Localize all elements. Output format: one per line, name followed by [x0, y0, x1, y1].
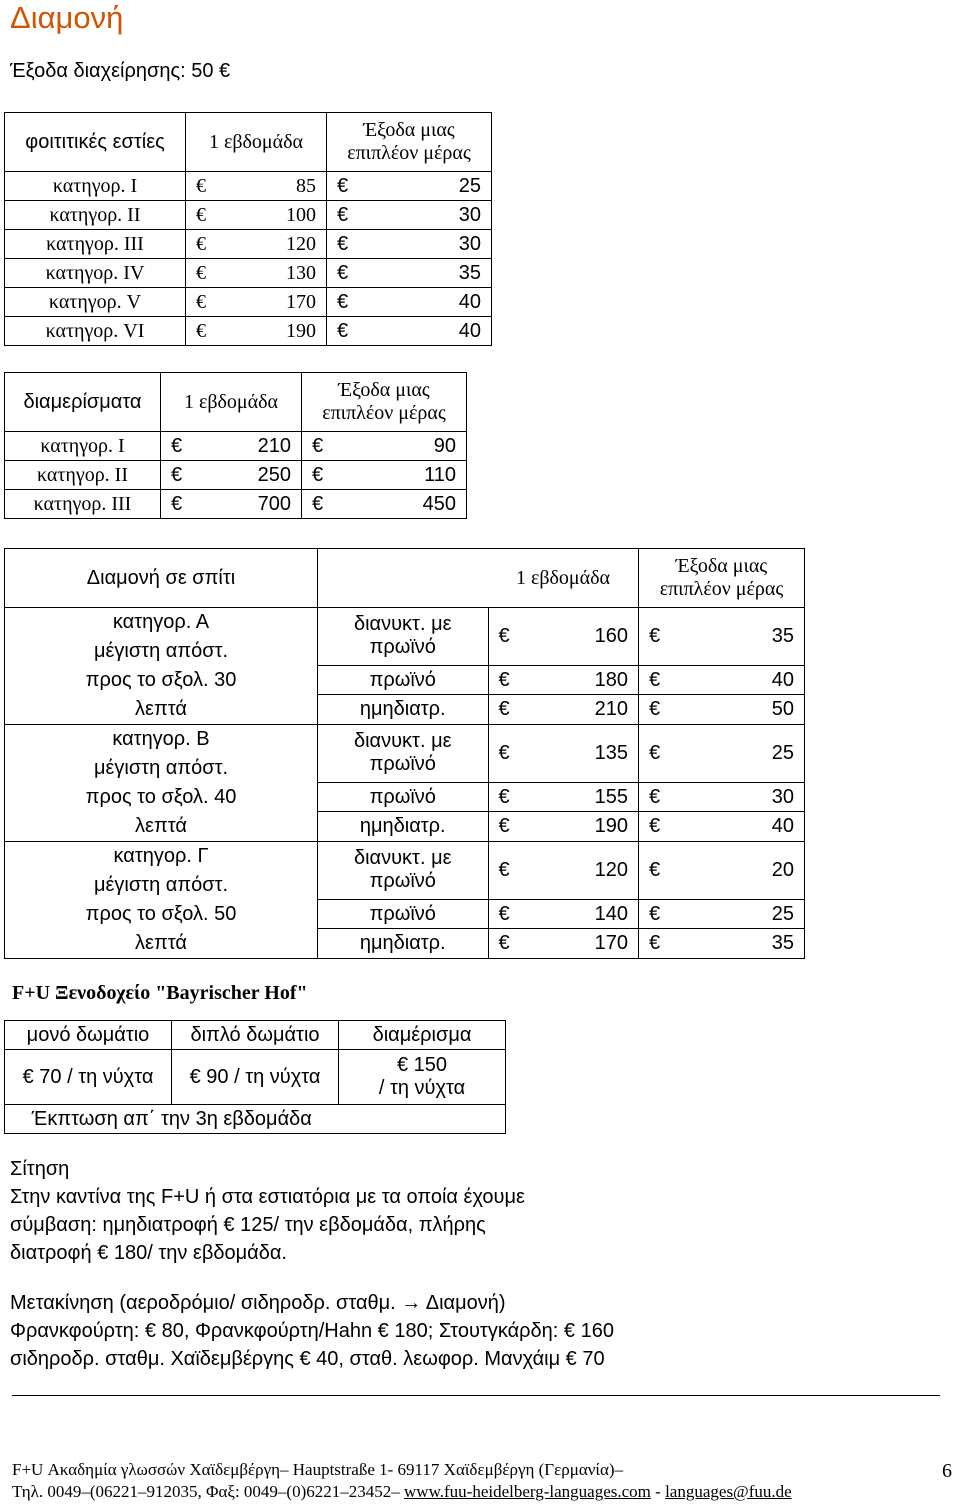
row-category: κατηγορ. Ι — [5, 432, 161, 461]
euro-sign: € — [337, 261, 349, 284]
table-row — [5, 172, 492, 201]
day-price-value: 450 — [422, 492, 456, 515]
euro-sign: € — [649, 624, 661, 647]
week-price-value: 85 — [296, 174, 316, 197]
dorms-col-extra-day — [327, 113, 492, 172]
euro-sign: € — [498, 858, 510, 881]
meal-plan — [318, 842, 489, 900]
day-price — [327, 201, 492, 230]
homestay-type-header — [318, 549, 489, 608]
euro-sign: € — [171, 463, 183, 486]
day-price — [327, 230, 492, 259]
euro-sign: € — [312, 492, 324, 515]
hotel-header-apartment: διαμέρισμα — [339, 1021, 506, 1050]
euro-sign: € — [196, 203, 206, 226]
meal-plan-line2: πρωϊνό — [369, 870, 436, 893]
meal-plan-line1: διανυκτ. με — [353, 613, 452, 636]
day-price — [327, 259, 492, 288]
apartments-col-extra-day-line2: επιπλέον μέρας — [322, 402, 446, 424]
homestay-category-line: προς το σξολ. 50 — [85, 903, 237, 925]
apartments-col-extra-day-line1: Έξοδα μιας — [338, 379, 430, 401]
footer-line-2 — [12, 1482, 792, 1502]
row-category: κατηγορ. ΙΙ — [5, 201, 186, 230]
euro-sign: € — [171, 434, 183, 457]
day-price — [302, 461, 467, 490]
page-number: 6 — [942, 1460, 952, 1482]
euro-sign: € — [337, 319, 349, 342]
euro-sign: € — [498, 741, 510, 764]
week-price — [186, 317, 327, 346]
hotel-header-double: διπλό δωμάτιο — [172, 1021, 339, 1050]
transfer-line-1: Φρανκφούρτη: € 80, Φρανκφούρτη/Hahn € 180; Στουτγκάρδη: € 160 — [10, 1320, 614, 1342]
euro-sign: € — [312, 434, 324, 457]
week-price-value: 135 — [594, 741, 628, 764]
meal-plan-line1: πρωϊνό — [369, 902, 436, 925]
euro-sign: € — [498, 932, 510, 955]
week-price — [161, 461, 302, 490]
day-price-value: 25 — [771, 902, 794, 925]
week-price — [488, 608, 639, 666]
hotel-header-single: μονό δωμάτιο — [5, 1021, 172, 1050]
homestay-category-line: κατηγορ. Β — [112, 728, 210, 750]
euro-sign: € — [337, 290, 349, 313]
day-price-value: 30 — [771, 785, 794, 808]
euro-sign: € — [649, 815, 661, 838]
day-price-value: 35 — [458, 261, 481, 284]
row-category: κατηγορ. Ι — [5, 172, 186, 201]
day-price-value: 30 — [458, 203, 481, 226]
meal-plan — [318, 665, 489, 695]
week-price — [488, 725, 639, 783]
week-price-value: 120 — [594, 858, 628, 881]
dorms-table — [4, 112, 492, 346]
footer-website-link[interactable]: www.fuu-heidelberg-languages.com — [404, 1482, 651, 1501]
meal-plan-line1: πρωϊνό — [369, 785, 436, 808]
euro-sign: € — [649, 741, 661, 764]
day-price-value: 40 — [771, 815, 794, 838]
apartments-header: διαμερίσματα — [5, 373, 161, 432]
week-price — [488, 842, 639, 900]
homestay-category — [5, 608, 318, 725]
row-category: κατηγορ. ΙΙΙ — [5, 490, 161, 519]
footer-line-1: F+U Ακαδημία γλωσσών Χαϊδεμβέργη– Hauptstraße 1- 69117 Χαϊδεμβέργη (Γερμανία)– — [12, 1460, 624, 1479]
day-price — [639, 899, 805, 929]
dorms-col-week: 1 εβδομάδα — [186, 113, 327, 172]
day-price — [327, 317, 492, 346]
day-price-value: 20 — [771, 858, 794, 881]
meal-plan-line1: ημηδιατρ. — [359, 932, 446, 955]
hotel-table — [4, 1020, 506, 1134]
footer-separator: - — [650, 1482, 666, 1501]
week-price — [186, 230, 327, 259]
table-row — [5, 461, 467, 490]
meal-plan — [318, 899, 489, 929]
week-price-value: 140 — [594, 902, 628, 925]
meal-plan — [318, 608, 489, 666]
day-price — [327, 172, 492, 201]
week-price-value: 180 — [594, 668, 628, 691]
week-price-value: 130 — [286, 261, 316, 284]
footer-divider — [12, 1395, 940, 1396]
euro-sign: € — [498, 815, 510, 838]
homestay-col-extra-day-line1: Έξοδα μιας — [675, 555, 768, 577]
week-price-value: 100 — [286, 203, 316, 226]
meal-plan-line2: πρωϊνό — [369, 753, 436, 776]
meal-plan-line1: διανυκτ. με — [353, 730, 452, 753]
euro-sign: € — [498, 624, 510, 647]
day-price — [639, 665, 805, 695]
week-price — [488, 782, 639, 812]
homestay-category-line: λεπτά — [135, 815, 187, 837]
transfer-line-2: σιδηροδρ. σταθμ. Χαϊδεμβέργης € 40, σταθ. λεωφορ. Μανχάιμ € 70 — [10, 1348, 605, 1370]
euro-sign: € — [498, 668, 510, 691]
week-price — [488, 899, 639, 929]
homestay-col-extra-day — [639, 549, 805, 608]
homestay-col-extra-day-line2: επιπλέον μέρας — [659, 578, 784, 600]
day-price — [302, 490, 467, 519]
euro-sign: € — [649, 902, 661, 925]
day-price — [302, 432, 467, 461]
day-price-value: 25 — [771, 741, 794, 764]
table-row — [5, 725, 805, 783]
row-category: κατηγορ. VΙ — [5, 317, 186, 346]
transfer-title: Μετακίνηση (αεροδρόμιο/ σιδηροδρ. σταθμ. → Διαμονή) — [10, 1292, 506, 1314]
day-price — [639, 929, 805, 959]
day-price — [639, 608, 805, 666]
euro-sign: € — [312, 463, 324, 486]
apartments-col-extra-day — [302, 373, 467, 432]
table-row — [5, 317, 492, 346]
week-price-value: 190 — [286, 319, 316, 342]
homestay-category-line: μέγιστη απόστ. — [93, 757, 229, 779]
food-line-2: σύμβαση: ημηδιατροφή € 125/ την εβδομάδα, πλήρης — [10, 1214, 486, 1236]
week-price-value: 250 — [257, 463, 291, 486]
footer-phone: Τηλ. 0049–(06221–912035, Φαξ: 0049–(0)6221–23452– — [12, 1482, 400, 1501]
day-price-value: 90 — [433, 434, 456, 457]
euro-sign: € — [649, 858, 661, 881]
table-row — [5, 288, 492, 317]
week-price — [488, 812, 639, 842]
week-price — [186, 288, 327, 317]
apartments-table — [4, 372, 467, 519]
week-price-value: 190 — [594, 815, 628, 838]
week-price-value: 210 — [594, 698, 628, 721]
apartments-col-week: 1 εβδομάδα — [161, 373, 302, 432]
hotel-double-price: € 90 / τη νύχτα — [172, 1050, 339, 1105]
row-category: κατηγορ. ΙΙΙ — [5, 230, 186, 259]
meal-plan-line1: ημηδιατρ. — [359, 815, 446, 838]
week-price-value: 210 — [257, 434, 291, 457]
week-price-value: 170 — [594, 932, 628, 955]
day-price — [639, 782, 805, 812]
row-category: κατηγορ. ΙV — [5, 259, 186, 288]
week-price-value: 160 — [594, 624, 628, 647]
food-line-3: διατροφή € 180/ την εβδομάδα. — [10, 1242, 287, 1264]
euro-sign: € — [649, 698, 661, 721]
homestay-col-week: 1 εβδομάδα — [488, 549, 639, 608]
homestay-table — [4, 548, 805, 959]
table-row — [5, 230, 492, 259]
week-price — [161, 490, 302, 519]
homestay-category-line: λεπτά — [135, 698, 187, 720]
euro-sign: € — [196, 290, 206, 313]
day-price-value: 50 — [771, 698, 794, 721]
day-price-value: 40 — [771, 668, 794, 691]
row-category: κατηγορ. V — [5, 288, 186, 317]
footer-email-link[interactable]: languages@fuu.de — [665, 1482, 792, 1501]
euro-sign: € — [196, 261, 206, 284]
dorms-header: φοιτιτικές εστίες — [5, 113, 186, 172]
meal-plan-line1: διανυκτ. με — [353, 847, 452, 870]
meal-plan-line1: ημηδιατρ. — [359, 698, 446, 721]
euro-sign: € — [337, 232, 349, 255]
homestay-category-line: κατηγορ. Α — [112, 611, 210, 633]
meal-plan-line2: πρωϊνό — [369, 636, 436, 659]
day-price-value: 35 — [771, 624, 794, 647]
hotel-apartment-price-line1: € 150 — [396, 1054, 448, 1076]
day-price-value: 25 — [458, 174, 481, 197]
homestay-category — [5, 725, 318, 842]
week-price — [186, 259, 327, 288]
day-price-value: 110 — [424, 463, 456, 486]
week-price — [488, 695, 639, 725]
page-title: Διαμονή — [10, 0, 124, 35]
homestay-category — [5, 842, 318, 959]
homestay-category-line: μέγιστη απόστ. — [93, 874, 229, 896]
euro-sign: € — [498, 902, 510, 925]
euro-sign: € — [649, 785, 661, 808]
table-row — [5, 201, 492, 230]
row-category: κατηγορ. ΙΙ — [5, 461, 161, 490]
meal-plan — [318, 812, 489, 842]
euro-sign: € — [196, 174, 206, 197]
euro-sign: € — [171, 492, 183, 515]
table-row — [5, 259, 492, 288]
hotel-apartment-price-line2: / τη νύχτα — [378, 1077, 466, 1099]
day-price-value: 30 — [458, 232, 481, 255]
meal-plan — [318, 695, 489, 725]
week-price-value: 700 — [257, 492, 291, 515]
euro-sign: € — [337, 203, 349, 226]
meal-plan — [318, 929, 489, 959]
day-price-value: 40 — [458, 290, 481, 313]
homestay-category-line: προς το σξολ. 30 — [85, 669, 237, 691]
euro-sign: € — [498, 785, 510, 808]
week-price — [488, 665, 639, 695]
day-price — [639, 812, 805, 842]
day-price — [639, 842, 805, 900]
euro-sign: € — [498, 698, 510, 721]
day-price-value: 35 — [771, 932, 794, 955]
euro-sign: € — [196, 319, 206, 342]
week-price — [161, 432, 302, 461]
hotel-title: F+U Ξενοδοχείο "Bayrischer Hof" — [12, 982, 308, 1004]
hotel-apartment-price — [339, 1050, 506, 1105]
week-price — [186, 201, 327, 230]
day-price — [639, 695, 805, 725]
dorms-col-extra-day-line2: επιπλέον μέρας — [347, 142, 471, 164]
food-line-1: Στην καντίνα της F+U ή στα εστιατόρια με τα οποία έχουμε — [10, 1186, 525, 1208]
dorms-col-extra-day-line1: Έξοδα μιας — [363, 119, 455, 141]
euro-sign: € — [337, 174, 349, 197]
week-price-value: 120 — [286, 232, 316, 255]
table-row — [5, 432, 467, 461]
euro-sign: € — [196, 232, 206, 255]
hotel-single-price: € 70 / τη νύχτα — [5, 1050, 172, 1105]
day-price-value: 40 — [458, 319, 481, 342]
euro-sign: € — [649, 932, 661, 955]
table-row — [5, 842, 805, 900]
week-price — [488, 929, 639, 959]
food-title: Σίτηση — [10, 1158, 70, 1180]
meal-plan — [318, 782, 489, 812]
admin-fee: Έξοδα διαχείρησης: 50 € — [10, 60, 231, 82]
table-row — [5, 490, 467, 519]
hotel-discount: Έκπτωση απ΄ την 3η εβδομάδα — [5, 1105, 339, 1134]
day-price — [327, 288, 492, 317]
homestay-category-line: κατηγορ. Γ — [113, 845, 209, 867]
meal-plan — [318, 725, 489, 783]
week-price-value: 155 — [594, 785, 628, 808]
homestay-category-line: προς το σξολ. 40 — [85, 786, 237, 808]
homestay-category-line: λεπτά — [135, 932, 187, 954]
euro-sign: € — [649, 668, 661, 691]
meal-plan-line1: πρωϊνό — [369, 668, 436, 691]
day-price — [639, 725, 805, 783]
week-price-value: 170 — [286, 290, 316, 313]
table-row — [5, 608, 805, 666]
week-price — [186, 172, 327, 201]
homestay-header: Διαμονή σε σπίτι — [5, 549, 318, 608]
homestay-category-line: μέγιστη απόστ. — [93, 640, 229, 662]
